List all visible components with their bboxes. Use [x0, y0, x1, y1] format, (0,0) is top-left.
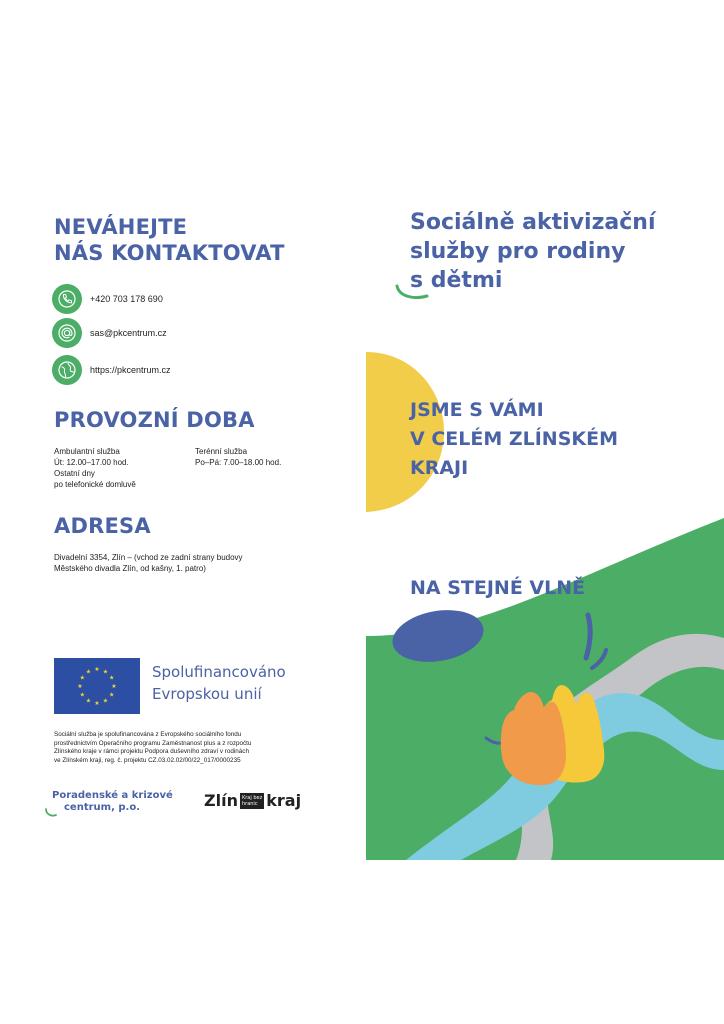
- eu-star: ★: [109, 675, 115, 682]
- service-title: [410, 208, 655, 295]
- eu-star: ★: [85, 698, 92, 705]
- website-link[interactable]: https://pkcentrum.cz: [90, 365, 171, 375]
- eu-label-line1: Spolufinancováno: [152, 663, 286, 681]
- globe-icon: [52, 355, 82, 385]
- zlin-region-logo: [204, 791, 301, 810]
- phone-row[interactable]: [52, 284, 163, 314]
- pkc-logo-line1: Poradenské a krizové: [52, 790, 173, 801]
- zlin-logo-box: [240, 793, 264, 809]
- address-line2: Městského divadla Zlín, od kašny, 1. patro): [54, 564, 206, 573]
- ambulant-hours: [54, 446, 194, 490]
- address-heading: ADRESA: [54, 514, 151, 538]
- ambulant-title: Ambulantní služba: [54, 447, 120, 456]
- contact-heading-line2: NÁS KONTAKTOVAT: [54, 241, 285, 265]
- eu-label-line2: Evropskou unií: [152, 685, 262, 703]
- slogan-everywhere: [410, 396, 618, 483]
- field-line1: Po–Pá: 7.00–18.00 hod.: [195, 458, 282, 467]
- eu-star: ★: [111, 684, 117, 690]
- ambulant-line2: Ostatní dny: [54, 469, 95, 478]
- at-icon: [52, 318, 82, 348]
- funding-line3: Zlínského kraje v rámci projektu Podpora duševního zdraví v rodinách: [54, 748, 249, 756]
- contact-heading-line1: NEVÁHEJTE: [54, 215, 188, 239]
- slogan1-line3: KRAJI: [410, 457, 469, 479]
- funding-notice: [54, 731, 314, 765]
- eu-star: ★: [85, 669, 92, 676]
- eu-star: ★: [109, 692, 115, 699]
- slogan-same-wave: NA STEJNÉ VLNĚ: [410, 577, 586, 599]
- zlin-logo-left: Zlín: [204, 791, 238, 810]
- eu-star: ★: [94, 667, 100, 673]
- funding-line1: Sociální služba je spolufinancována z Evropského sociálního fondu: [54, 731, 242, 738]
- slogan1-line2: V CELÉM ZLÍNSKÉM: [410, 428, 618, 450]
- eu-star: ★: [79, 675, 85, 682]
- ambulant-line1: Út: 12.00–17.00 hod.: [54, 458, 129, 467]
- phone-icon: [52, 284, 82, 314]
- email-row[interactable]: [52, 318, 167, 348]
- zlin-box-line1: Kraj bez: [241, 794, 263, 801]
- address-line1: Divadelní 3354, Zlín – (vchod ze zadní strany budovy: [54, 553, 243, 562]
- title-line2: služby pro rodiny: [410, 239, 626, 264]
- email-address[interactable]: sas@pkcentrum.cz: [90, 328, 167, 338]
- title-line1: Sociálně aktivizační: [410, 210, 656, 235]
- eu-cofinancing-label: [152, 661, 286, 705]
- pkc-logo: [52, 790, 173, 814]
- ambulant-line3: po telefonické domluvě: [54, 480, 136, 489]
- hours-heading: PROVOZNÍ DOBA: [54, 408, 255, 432]
- pkc-logo-line2: centrum, p.o.: [64, 802, 140, 813]
- zlin-box-line2: hranic: [241, 800, 258, 807]
- eu-star: ★: [102, 698, 109, 705]
- funding-line2: prostřednictvím Operačního programu Zaměstnanost plus a z rozpočtu: [54, 739, 252, 747]
- web-row[interactable]: [52, 355, 171, 385]
- field-hours: [195, 446, 325, 468]
- eu-star: ★: [77, 684, 83, 690]
- slogan1-line1: JSME S VÁMI: [410, 399, 544, 421]
- eu-star: ★: [79, 692, 85, 699]
- title-line3: s dětmi: [410, 268, 503, 293]
- funding-line4: ve Zlínském kraji, reg. č. projektu CZ.03.02.02/00/22_017/0000235: [54, 756, 241, 764]
- zlin-logo-right: kraj: [266, 791, 302, 810]
- phone-number[interactable]: +420 703 178 690: [90, 294, 163, 304]
- contact-heading: [54, 214, 285, 266]
- eu-star: ★: [94, 701, 100, 707]
- eu-flag-icon: [54, 658, 140, 714]
- title-arc-icon: [393, 284, 433, 304]
- eu-star: ★: [102, 669, 109, 676]
- field-title: Terénní služba: [195, 447, 248, 456]
- address-text: [54, 552, 334, 574]
- pkc-logo-arc-icon: [44, 808, 58, 818]
